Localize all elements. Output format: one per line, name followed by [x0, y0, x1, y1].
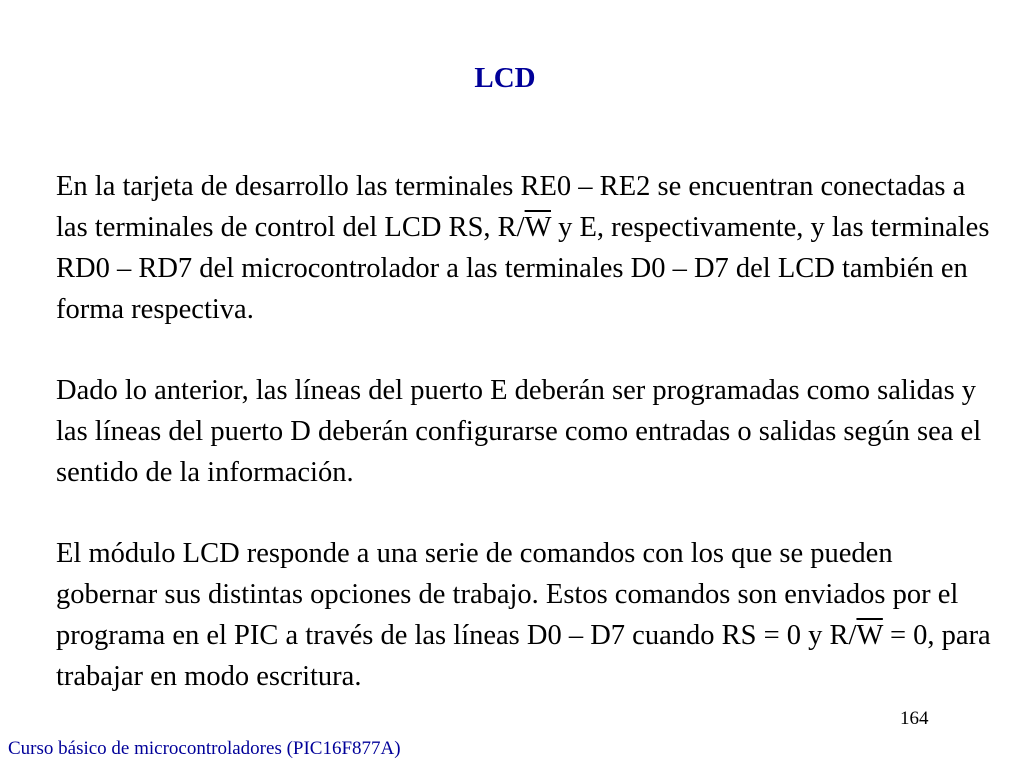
paragraph-1-text-a: En la tarjeta de desarrollo las terminales RE0 – RE2 se encuentran conectadas a las terminales de control del LCD RS, R/: [56, 171, 966, 243]
paragraph-1-text-b: y E, respectivamente, y las terminales RD0 – RD7 del microcontrolador a las terminales D0 – D7 del LCD también en forma respectiva.: [56, 212, 990, 325]
paragraph-3-text-b: = 0, para trabajar en modo escritura.: [56, 620, 991, 692]
paragraph-port-configuration: Dado lo anterior, las líneas del puerto E deberán ser programadas como salidas y las líneas del puerto D deberán configurarse como entradas o salidas según sea el sentido de la información.: [56, 375, 982, 488]
paragraph-3-overline-w: $\overline{W}$: [856, 620, 883, 651]
paragraph-1-overline-w: $\overline{W}$: [524, 212, 551, 243]
footer-course-title: Curso básico de microcontroladores (PIC16F877A): [8, 738, 401, 759]
paragraph-terminal-connections: [56, 166, 996, 330]
paragraph-lcd-commands: [56, 533, 996, 697]
slide-title: LCD: [474, 62, 536, 94]
page-number: 164: [900, 708, 929, 729]
paragraph-3-text-a: El módulo LCD responde a una serie de comandos con los que se pueden gobernar sus distintas opciones de trabajo. Estos comandos son enviados por el programa en el PIC a través de las líneas D0 – D7 cuando RS = 0 y R/: [56, 538, 959, 651]
